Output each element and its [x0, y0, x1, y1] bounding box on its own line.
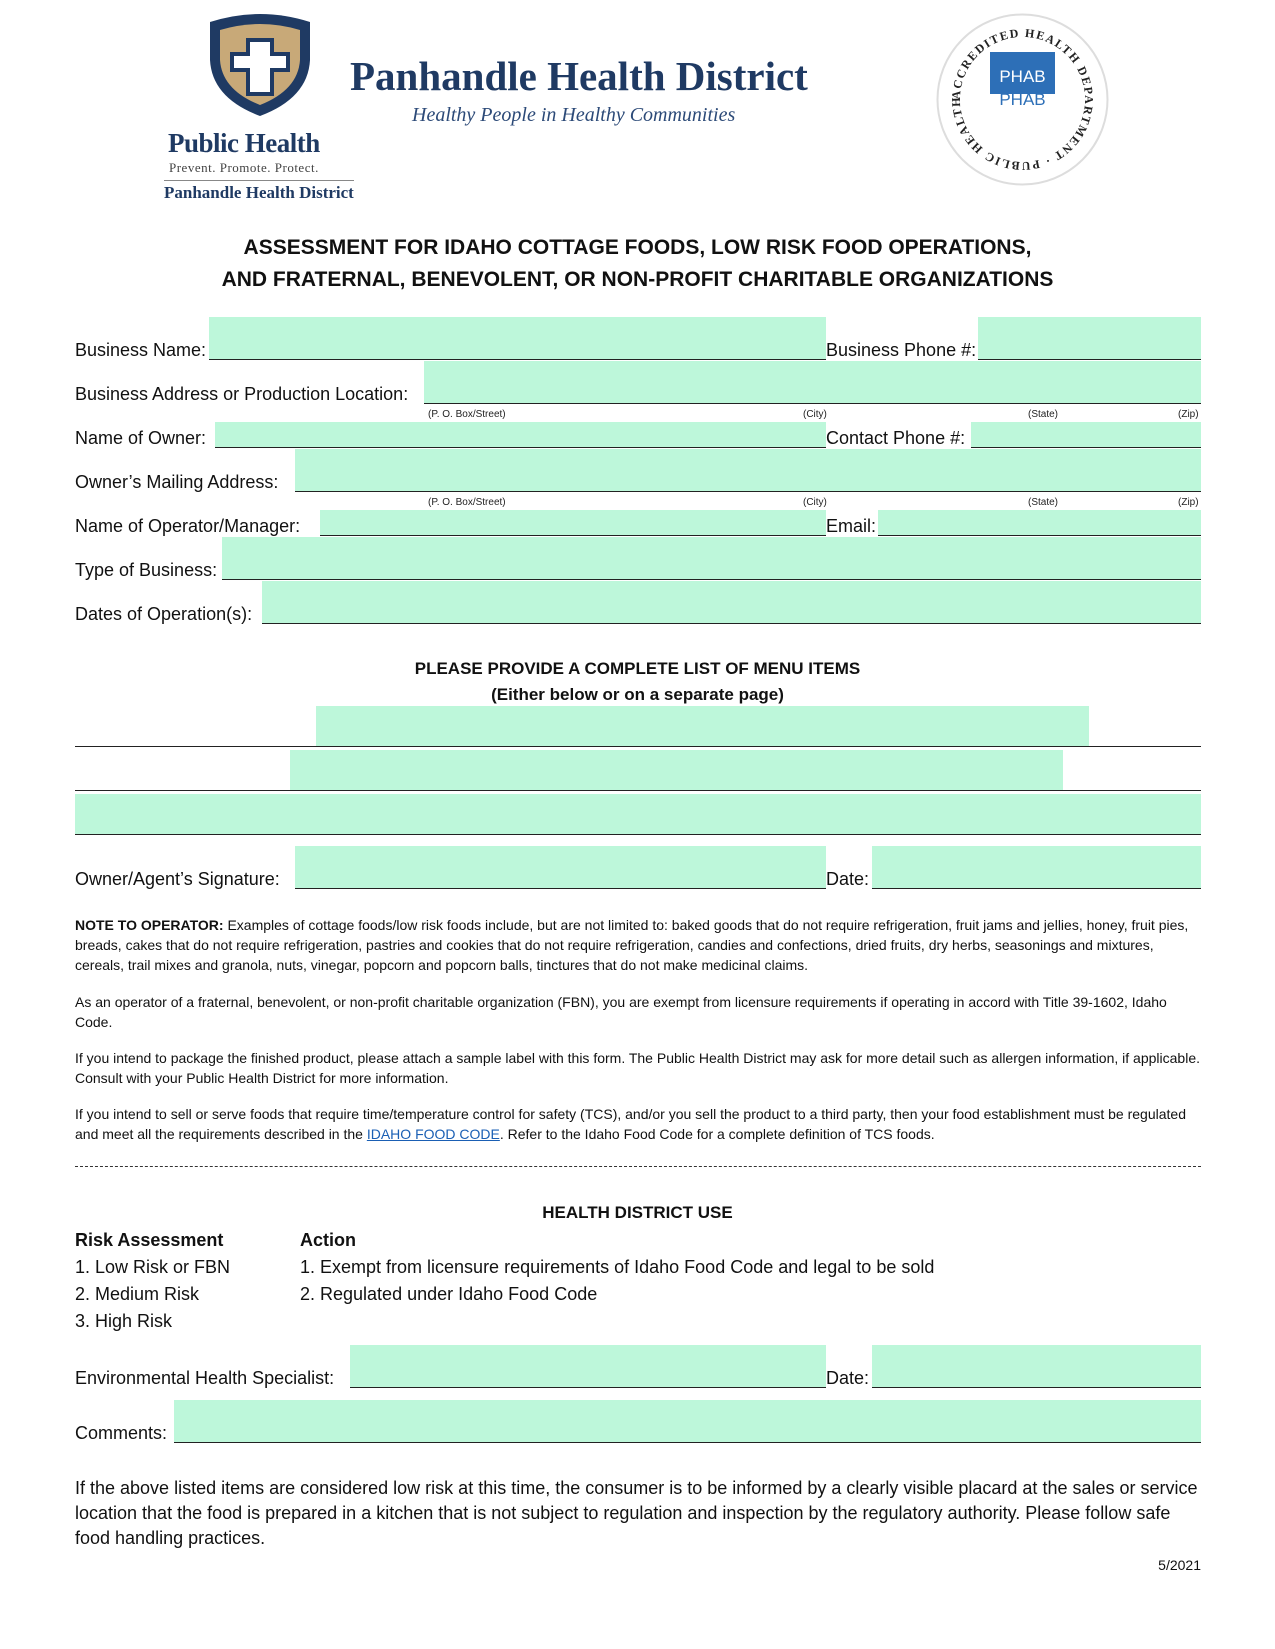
type-business-field[interactable] [222, 537, 1201, 579]
comments-label: Comments: [75, 1423, 168, 1443]
version-date: 5/2021 [1158, 1557, 1201, 1573]
operator-field[interactable] [320, 510, 826, 535]
idaho-food-code-link[interactable]: IDAHO FOOD CODE [366, 1126, 500, 1142]
owner-mailing-label: Owner’s Mailing Address: [75, 472, 279, 492]
business-address-field[interactable] [424, 361, 1201, 403]
note-tcs [75, 1104, 1205, 1144]
menu-line-2[interactable] [290, 750, 1063, 790]
specialist-field[interactable] [350, 1345, 826, 1387]
signature-date-label: Date: [826, 869, 870, 889]
contact-phone-label: Contact Phone #: [826, 428, 966, 448]
risk-item-1: 1. Low Risk or FBN [75, 1257, 231, 1277]
addr-sub-zip: (Zip) [1178, 409, 1199, 420]
phab-seal [935, 12, 1110, 187]
signature-label: Owner/Agent’s Signature: [75, 869, 280, 889]
accreditation-seal-icon [935, 12, 1110, 187]
form-title-line2: AND FRATERNAL, BENEVOLENT, OR NON-PROFIT CHARITABLE ORGANIZATIONS [221, 268, 1054, 291]
note-tcs-text-b: . Refer to the Idaho Food Code for a complete definition of TCS foods. [499, 1126, 935, 1142]
owner-name-underline [215, 447, 826, 448]
comments-field[interactable] [174, 1400, 1201, 1442]
business-address-label: Business Address or Production Location: [75, 384, 409, 404]
logo-motto: Prevent. Promote. Protect. [169, 160, 319, 175]
operator-underline [320, 535, 826, 536]
public-health-logo [160, 8, 360, 203]
org-tagline: Healthy People in Healthy Communities [412, 104, 736, 126]
dates-operation-underline [262, 623, 1201, 624]
business-address-underline [424, 403, 1201, 404]
mail-sub-city: (City) [803, 497, 827, 508]
addr-sub-street: (P. O. Box/Street) [428, 409, 506, 420]
dates-operation-field[interactable] [262, 581, 1201, 623]
mail-sub-state: (State) [1028, 497, 1059, 508]
addr-sub-city: (City) [803, 409, 827, 420]
risk-item-3: 3. High Risk [75, 1311, 173, 1331]
seal-ring-text: ACCREDITED HEALTH DEPARTMENT · PUBLIC HEALTH [948, 25, 1097, 174]
note-package: If you intend to package the finished product, please attach a sample label with this form. The Public Health District may ask for more detail such as allergen information, if applicable. Consult with your Public Health District for more information. [75, 1050, 1200, 1086]
business-name-underline [209, 359, 826, 360]
signature-date-field[interactable] [872, 846, 1201, 888]
owner-mailing-field[interactable] [295, 449, 1201, 491]
shield-cross-icon [200, 10, 320, 120]
signature-date-underline [872, 888, 1201, 889]
business-name-field[interactable] [209, 317, 826, 359]
note-tcs-text-a: If you intend to sell or serve foods that require time/temperature control for safety (TCS), and/or you sell the product to a third party, then your food establishment must be regulated and meet all the requirements described in the [75, 1106, 1186, 1142]
action-item-2: 2. Regulated under Idaho Food Code [300, 1284, 598, 1304]
footer-text: If the above listed items are considered low risk at this time, the consumer is to be informed by a clearly visible placard at the sales or service location that the food is prepared in a kitchen that is not subject to regulation and inspection by the regulatory authority. Please follow safe food handling practices. [75, 1478, 1198, 1548]
email-label: Email: [826, 516, 877, 536]
owner-name-field[interactable] [215, 422, 826, 447]
business-phone-label: Business Phone #: [826, 340, 977, 360]
business-phone-field[interactable] [978, 317, 1201, 359]
owner-name-label: Name of Owner: [75, 428, 207, 448]
specialist-date-label: Date: [826, 1368, 870, 1388]
specialist-date-field[interactable] [872, 1345, 1201, 1387]
business-name-label: Business Name: [75, 340, 207, 360]
addr-sub-state: (State) [1028, 409, 1059, 420]
email-underline [878, 535, 1201, 536]
signature-field[interactable] [295, 846, 826, 888]
svg-text:PHAB: PHAB [999, 67, 1046, 86]
menu-underline-3 [75, 834, 1201, 835]
business-phone-underline [978, 359, 1201, 360]
contact-phone-field[interactable] [971, 422, 1201, 447]
comments-underline [174, 1442, 1201, 1443]
note-operator-text: Examples of cottage foods/low risk foods include, but are not limited to: baked goods that do not require refrigeration, fruit jams and jellies, honey, fruit pies, breads, cakes that do not require refrigeration, pastries and cookies that do not require refrigeration, candies and confections, dried fruits, dry herbs, seasonings and mixtures, cereals, trail mixes and granola, nuts, vinegar, popcorn and popcorn balls, tinctures that do not make medicinal claims. [75, 917, 1189, 973]
menu-underline-2 [75, 790, 1201, 791]
contact-phone-underline [971, 447, 1201, 448]
note-operator [75, 915, 1205, 975]
menu-line-1[interactable] [316, 706, 1089, 746]
action-item-1: 1. Exempt from licensure requirements of Idaho Food Code and legal to be sold [300, 1257, 935, 1277]
risk-assessment-heading: Risk Assessment [75, 1230, 224, 1250]
specialist-label: Environmental Health Specialist: [75, 1368, 335, 1388]
seal-center-text: PHAB [999, 90, 1046, 109]
dashed-divider [75, 1166, 1201, 1167]
note-operator-bold: NOTE TO OPERATOR: [75, 917, 224, 933]
district-use-heading: HEALTH DISTRICT USE [542, 1203, 733, 1222]
logo-district-text: Panhandle Health District [164, 180, 354, 203]
menu-subheading: (Either below or on a separate page) [491, 685, 784, 704]
type-business-label: Type of Business: [75, 560, 218, 580]
menu-heading: PLEASE PROVIDE A COMPLETE LIST OF MENU ITEMS [414, 659, 861, 678]
mail-sub-zip: (Zip) [1178, 497, 1199, 508]
form-title-line1: ASSESSMENT FOR IDAHO COTTAGE FOODS, LOW RISK FOOD OPERATIONS, [243, 236, 1032, 259]
owner-mailing-underline [295, 491, 1201, 492]
signature-underline [295, 888, 826, 889]
specialist-underline [350, 1387, 826, 1388]
org-name: Panhandle Health District [350, 53, 808, 99]
action-heading: Action [300, 1230, 356, 1250]
type-business-underline [222, 579, 1201, 580]
menu-line-3[interactable] [75, 794, 1201, 834]
dates-operation-label: Dates of Operation(s): [75, 604, 253, 624]
menu-underline-1 [75, 746, 1201, 747]
email-field[interactable] [878, 510, 1201, 535]
mail-sub-street: (P. O. Box/Street) [428, 497, 506, 508]
operator-label: Name of Operator/Manager: [75, 516, 301, 536]
logo-public-health-text: Public Health [168, 128, 320, 158]
risk-item-2: 2. Medium Risk [75, 1284, 200, 1304]
specialist-date-underline [872, 1387, 1201, 1388]
note-fbn: As an operator of a fraternal, benevolent, or non-profit charitable organization (FBN), you are exempt from licensure requirements if operating in accord with Title 39-1602, Idaho Code. [75, 994, 1167, 1030]
